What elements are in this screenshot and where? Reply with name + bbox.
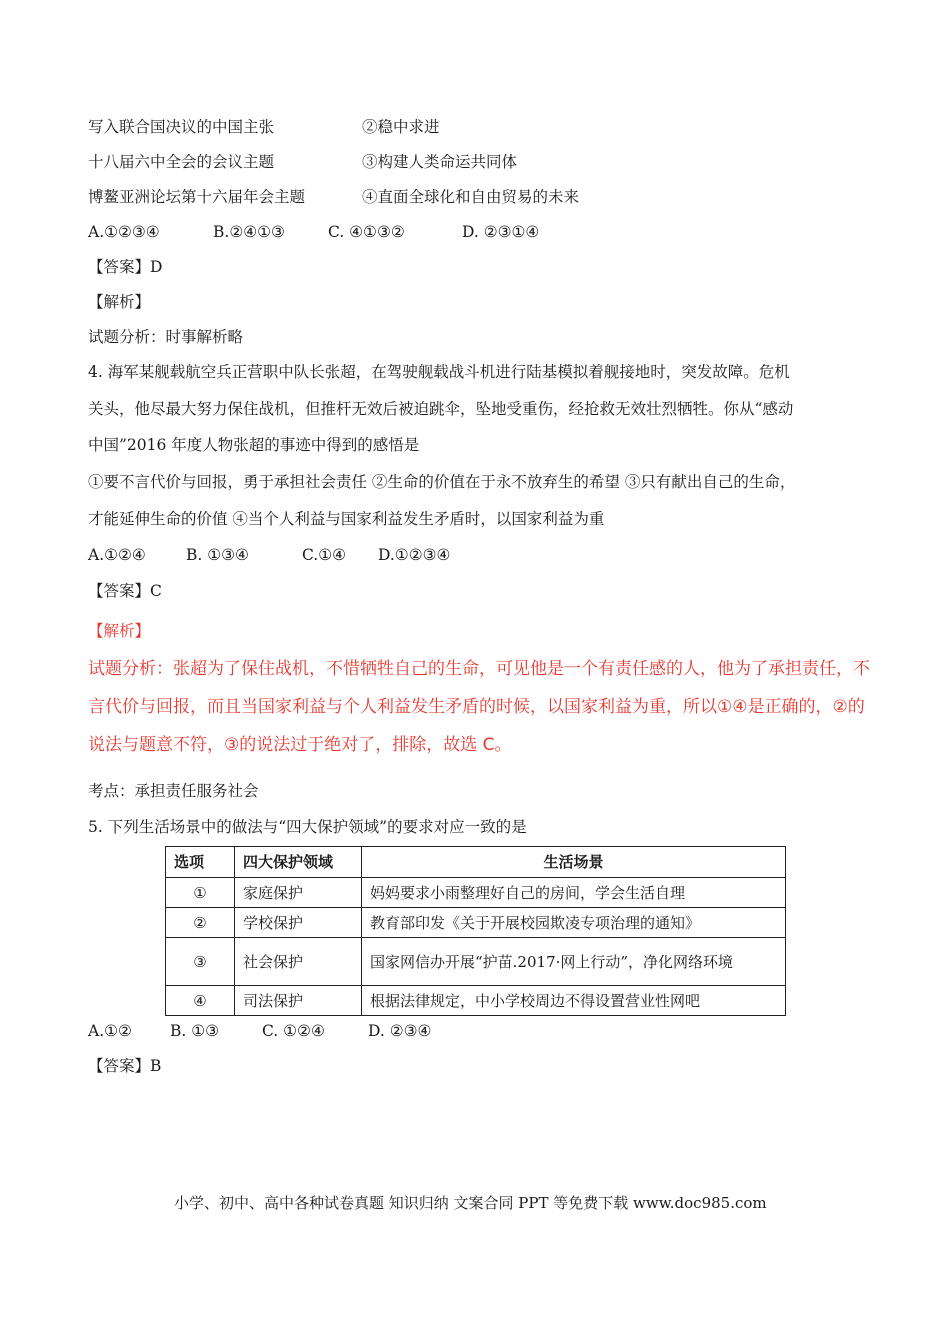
table-cell-area: 社会保护 (235, 938, 362, 986)
table-cell-option: ② (166, 908, 235, 938)
match-left-3: 博鳌亚洲论坛第十六届年会主题 (88, 188, 306, 206)
q4-choice-d: D.①②③④ (378, 546, 451, 564)
q4-choice-b: B. ①③④ (186, 546, 249, 564)
page-footer: 小学、初中、高中各种试卷真题 知识归纳 文案合同 PPT 等免费下载 www.doc985.com (174, 1194, 767, 1212)
q4-stem-line-5: 才能延伸生命的价值 ④当个人利益与国家利益发生矛盾时，以国家利益为重 (88, 510, 605, 528)
table-cell-area: 学校保护 (235, 908, 362, 938)
table-cell-scene: 国家网信办开展“护苗.2017·网上行动”，净化网络环境 (362, 938, 786, 986)
q4-stem-line-1: 4. 海军某舰载航空兵正营职中队长张超，在驾驶舰载战斗机进行陆基模拟着舰接地时，突发故障。危机 (88, 363, 790, 381)
match-right-2: ③构建人类命运共同体 (362, 153, 518, 171)
q4-choices (88, 544, 450, 566)
q5-choice-a: A.①② (88, 1022, 132, 1040)
q3-answer: 【答案】D (88, 258, 163, 276)
q4-choice-a: A.①②④ (88, 546, 146, 564)
q4-stem-line-2: 关头，他尽最大努力保住战机，但推杆无效后被迫跳伞，坠地受重伤，经抢救无效壮烈牺牲。你从“感动 (88, 400, 794, 418)
match-right-1: ②稳中求进 (362, 118, 440, 136)
table-cell-scene: 教育部印发《关于开展校园欺凌专项治理的通知》 (362, 908, 786, 938)
q3-analysis: 试题分析：时事解析略 (88, 328, 244, 346)
table-cell-scene: 妈妈要求小雨整理好自己的房间，学会生活自理 (362, 878, 786, 908)
q5-choices (88, 1020, 431, 1042)
q5-stem: 5. 下列生活场景中的做法与“四大保护领域”的要求对应一致的是 (88, 818, 527, 836)
q4-kaodian: 考点：承担责任服务社会 (88, 782, 259, 800)
match-left-1: 写入联合国决议的中国主张 (88, 118, 275, 136)
table-row (166, 908, 786, 938)
q5-answer: 【答案】B (88, 1057, 162, 1075)
table-row (166, 938, 786, 986)
table-row (166, 986, 786, 1016)
q4-analysis-line-1: 试题分析：张超为了保住战机，不惜牺牲自己的生命，可见他是一个有责任感的人，他为了承担责任，不 (88, 659, 870, 679)
q4-analysis-line-2: 言代价与回报，而且当国家利益与个人利益发生矛盾的时候，以国家利益为重，所以①④是正确的，②的 (88, 697, 865, 717)
table-header-area: 四大保护领域 (235, 847, 362, 878)
q4-analysis-label: 【解析】 (88, 622, 151, 640)
table-header-option: 选项 (166, 847, 235, 878)
table-row (166, 878, 786, 908)
table-cell-scene: 根据法律规定，中小学校周边不得设置营业性网吧 (362, 986, 786, 1016)
match-left-2: 十八届六中全会的会议主题 (88, 153, 275, 171)
q4-stem-line-3: 中国”2016 年度人物张超的事迹中得到的感悟是 (88, 436, 420, 454)
table-cell-option: ④ (166, 986, 235, 1016)
table-header-scene: 生活场景 (362, 847, 786, 878)
q5-options-table (165, 846, 786, 1016)
q5-choice-b: B. ①③ (170, 1022, 220, 1040)
q3-choices (88, 221, 539, 243)
q3-choice-b: B.②④①③ (213, 223, 285, 241)
q4-analysis-line-3: 说法与题意不符，③的说法过于绝对了，排除，故选 C。 (88, 735, 512, 755)
q3-choice-a: A.①②③④ (88, 223, 160, 241)
table-cell-area: 家庭保护 (235, 878, 362, 908)
q3-analysis-label: 【解析】 (88, 293, 151, 311)
q3-choice-c: C. ④①③② (328, 223, 405, 241)
q4-stem-line-4: ①要不言代价与回报，勇于承担社会责任 ②生命的价值在于永不放弃生的希望 ③只有献出自己的生命， (88, 473, 796, 491)
match-right-3: ④直面全球化和自由贸易的未来 (362, 188, 580, 206)
q4-choice-c: C.①④ (302, 546, 347, 564)
q5-choice-c: C. ①②④ (262, 1022, 325, 1040)
table-cell-option: ① (166, 878, 235, 908)
q4-answer: 【答案】C (88, 582, 162, 600)
table-header-row (166, 847, 786, 878)
table-cell-option: ③ (166, 938, 235, 986)
q5-choice-d: D. ②③④ (368, 1022, 432, 1040)
table-cell-area: 司法保护 (235, 986, 362, 1016)
q3-choice-d: D. ②③①④ (462, 223, 540, 241)
